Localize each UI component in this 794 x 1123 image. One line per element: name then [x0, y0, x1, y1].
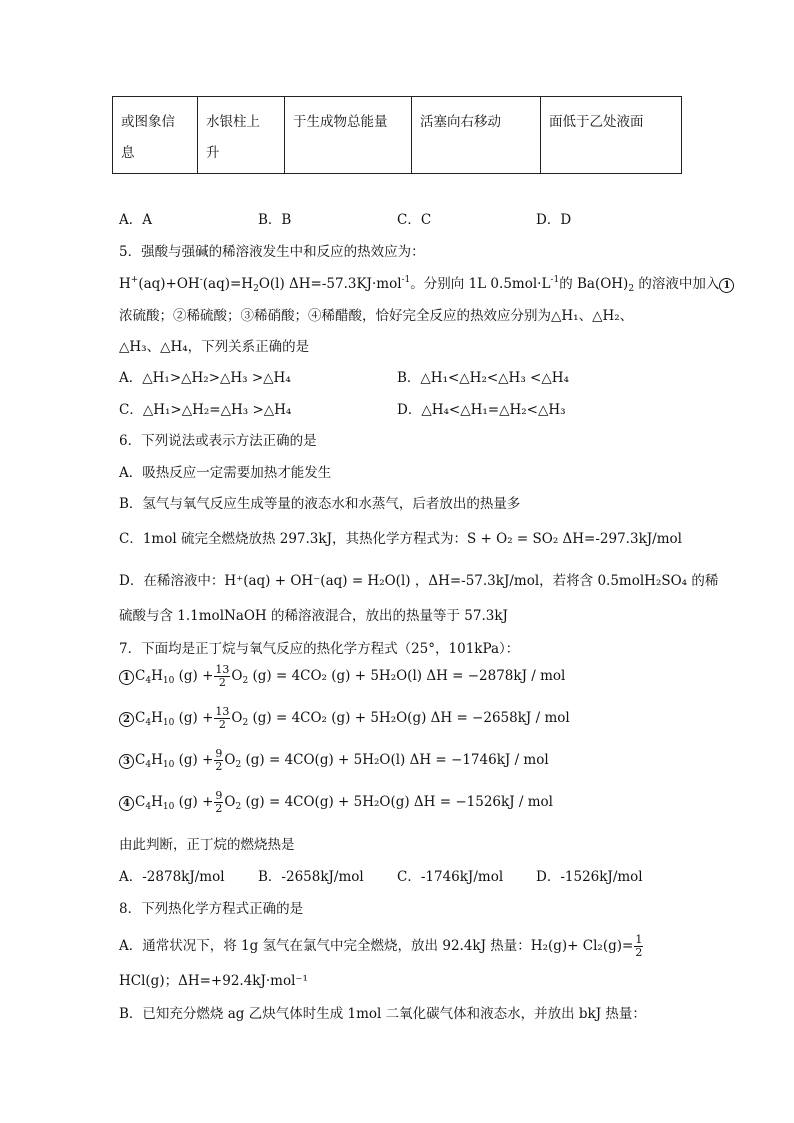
q7-option-a: A．-2878kJ/mol [119, 869, 225, 885]
q7-stem: 7．下面均是正丁烷与氧气反应的热化学方程式（25°，101kPa）： [119, 641, 520, 657]
q5-option-a: A．△H₁>△H₂>△H₃ >△H₄ [119, 370, 291, 386]
circled-4-icon: 4 [119, 796, 134, 811]
table-row [113, 97, 682, 174]
q7-equation-2: 2 $C_4H_{10}$ (g) + $\frac{13}{2}$ $O_2$ (g) = 4CO₂ (g) + 5H₂O(g) ΔH = −2658kJ / mol [119, 706, 570, 731]
q8-option-b: B．已知充分燃烧 ag 乙炔气体时生成 1mol 二氧化碳气体和液态水，并放出 bkJ 热量： [119, 1006, 646, 1022]
q8-stem: 8．下列热化学方程式正确的是 [119, 901, 304, 917]
q7-option-d: D．-1526kJ/mol [536, 869, 643, 885]
q8-option-a-line2: HCl(g)；ΔH=+92.4kJ·mol⁻¹ [119, 973, 308, 989]
q7-equation-3: 3 $C_4H_{10}$ (g) + $\frac{9}{2}$ $O_2$ (g) = 4CO(g) + 5H₂O(l) ΔH = −1746kJ / mol [119, 748, 549, 773]
q6-option-c: C．1mol 硫完全燃烧放热 297.3kJ，其热化学方程式为：S + O₂ = SO₂ ΔH=-297.3kJ/mol [119, 531, 682, 547]
table-cell: 活塞向右移动 [412, 97, 541, 174]
q6-stem: 6．下列说法或表示方法正确的是 [119, 433, 317, 449]
q5-line4: △H₃、△H₄，下列关系正确的是 [119, 339, 310, 355]
q5-equation-line: $H^+(aq)+OH^-(aq)=H_2O(l)$ ΔH=-57.3KJ·mol$^{-1}$。分别向 1L $0.5mol\cdot L^{-1}$的 $Ba(OH)_2$ 的溶液中加入 1 [119, 272, 735, 294]
q4-option-a: A．A [119, 212, 152, 228]
q7-option-c: C．-1746kJ/mol [397, 869, 504, 885]
circled-3-icon: 3 [119, 754, 134, 769]
q7-equation-1: 1 $C_4H_{10}$ (g) + $\frac{13}{2}$ $O_2$ (g) = 4CO₂ (g) + 5H₂O(l) ΔH = −2878kJ / mol [119, 664, 565, 689]
table-cell: 于生成物总能量 [285, 97, 412, 174]
q4-option-c: C．C [397, 212, 432, 228]
q5-option-b: B．△H₁<△H₂<△H₃ <△H₄ [397, 370, 569, 386]
q5-stem: 5．强酸与强碱的稀溶液发生中和反应的热效应为： [119, 244, 425, 260]
circled-2-icon: 2 [119, 712, 134, 727]
circled-1-icon: 1 [119, 670, 134, 685]
q7-conclusion: 由此判断，正丁烷的燃烧热是 [119, 837, 295, 853]
q5-option-d: D．△H₄<△H₁=△H₂<△H₃ [397, 402, 566, 418]
q6-option-d-line2: 硫酸与含 1.1molNaOH 的稀溶液混合，放出的热量等于 57.3kJ [119, 608, 508, 624]
table-cell: 水银柱上 升 [198, 97, 285, 174]
q8-option-a-line1: A．通常状况下，将 1g 氢气在氯气中完全燃烧，放出 92.4kJ 热量：H₂(g)+ Cl₂(g)= $\frac{1}{2}$ [119, 933, 643, 959]
q5-line3: 浓硫酸；②稀硫酸；③稀硝酸；④稀醋酸，恰好完全反应的热效应分别为△H₁、△H₂、 [119, 308, 634, 324]
circled-1-icon: 1 [719, 278, 734, 293]
q7-equation-4: 4 $C_4H_{10}$ (g) + $\frac{9}{2}$ $O_2$ (g) = 4CO(g) + 5H₂O(g) ΔH = −1526kJ / mol [119, 790, 553, 815]
table-cell: 或图象信 息 [113, 97, 198, 174]
q4-option-d: D．D [536, 212, 572, 228]
q5-option-c: C．△H₁>△H₂=△H₃ >△H₄ [119, 402, 292, 418]
q6-option-a: A．吸热反应一定需要加热才能发生 [119, 465, 332, 481]
q6-option-b: B．氢气与氧气反应生成等量的液态水和水蒸气，后者放出的热量多 [119, 496, 521, 512]
table-cell: 面低于乙处液面 [541, 97, 682, 174]
q7-option-b: B．-2658kJ/mol [258, 869, 364, 885]
info-table [112, 96, 682, 174]
q6-option-d-line1: D．在稀溶液中：H⁺(aq) + OH⁻(aq) = H₂O(l) ，ΔH=-57.3kJ/mol，若将含 0.5molH₂SO₄ 的稀 [119, 573, 719, 589]
q4-option-b: B．B [258, 212, 292, 228]
